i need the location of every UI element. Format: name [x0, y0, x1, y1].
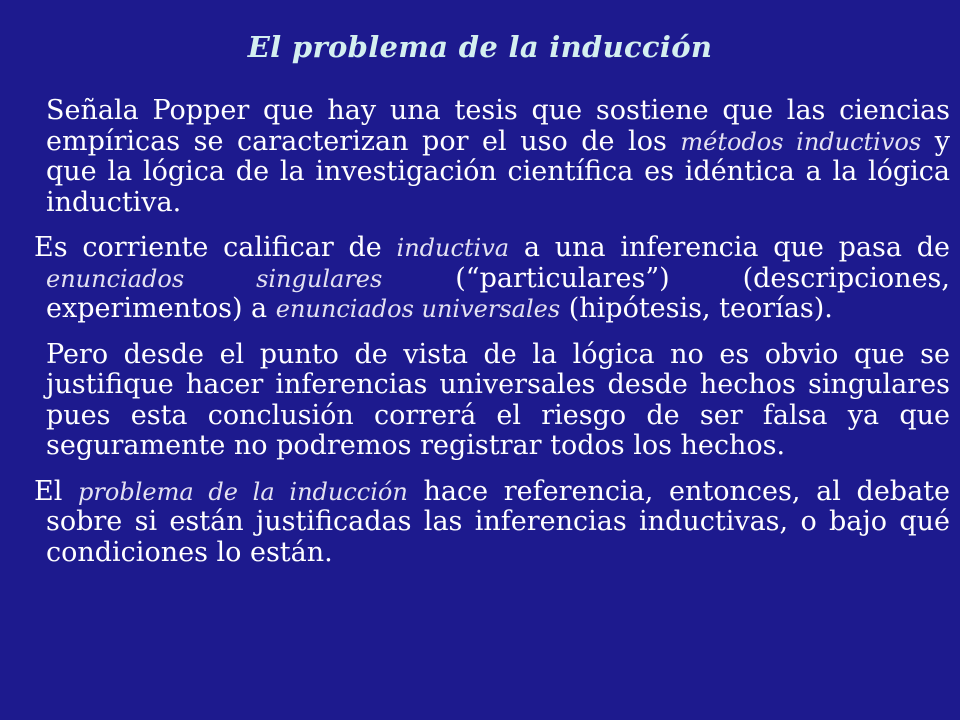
paragraph-logic-justification: Pero desde el punto de vista de la lógica no es obvio que se justifique hacer inferencias universales desde hechos singulares pues esta conclusión correrá el riesgo de ser falsa ya que seguramente no podremos registrar todos los hechos.	[46, 338, 950, 461]
paragraph-2-text-c: a una inferencia que pasa de	[509, 232, 950, 263]
paragraph-1-emphasis: métodos inductivos	[680, 127, 922, 156]
paragraph-4-emphasis: problema de la inducción	[78, 477, 408, 506]
paragraph-popper-thesis	[46, 96, 950, 218]
paragraph-2-emphasis-singulares: enunciados singulares	[46, 264, 383, 293]
paragraph-2-emphasis-inductiva: inductiva	[396, 234, 510, 262]
slide-title: El problema de la inducción	[247, 30, 713, 64]
paragraph-4-text-a: El	[34, 475, 79, 507]
paragraph-inductive-inference	[34, 232, 950, 325]
paragraph-4-text-c: hace referencia, entonces, al debate sobre si están justificadas las inferencias inductivas, o bajo qué condiciones lo están.	[46, 475, 951, 568]
paragraph-1-text-c: y que la lógica de la investigación científica es idéntica a la lógica inductiva.	[46, 125, 950, 218]
paragraph-2-emphasis-universales: enunciados universales	[275, 295, 561, 323]
paragraph-2-text-a: Es corriente calificar de	[34, 232, 397, 263]
slide-body	[34, 95, 951, 583]
paragraph-induction-problem	[34, 475, 951, 569]
paragraph-1-text-a: Señala Popper que hay una tesis que sostiene que las ciencias empíricas se caracterizan por el uso de los	[46, 95, 950, 157]
paragraph-2-text-e: (“particulares”) (descripciones, experimentos) a	[46, 262, 950, 324]
paragraph-2-text-g: (hipótesis, teorías).	[560, 293, 833, 324]
